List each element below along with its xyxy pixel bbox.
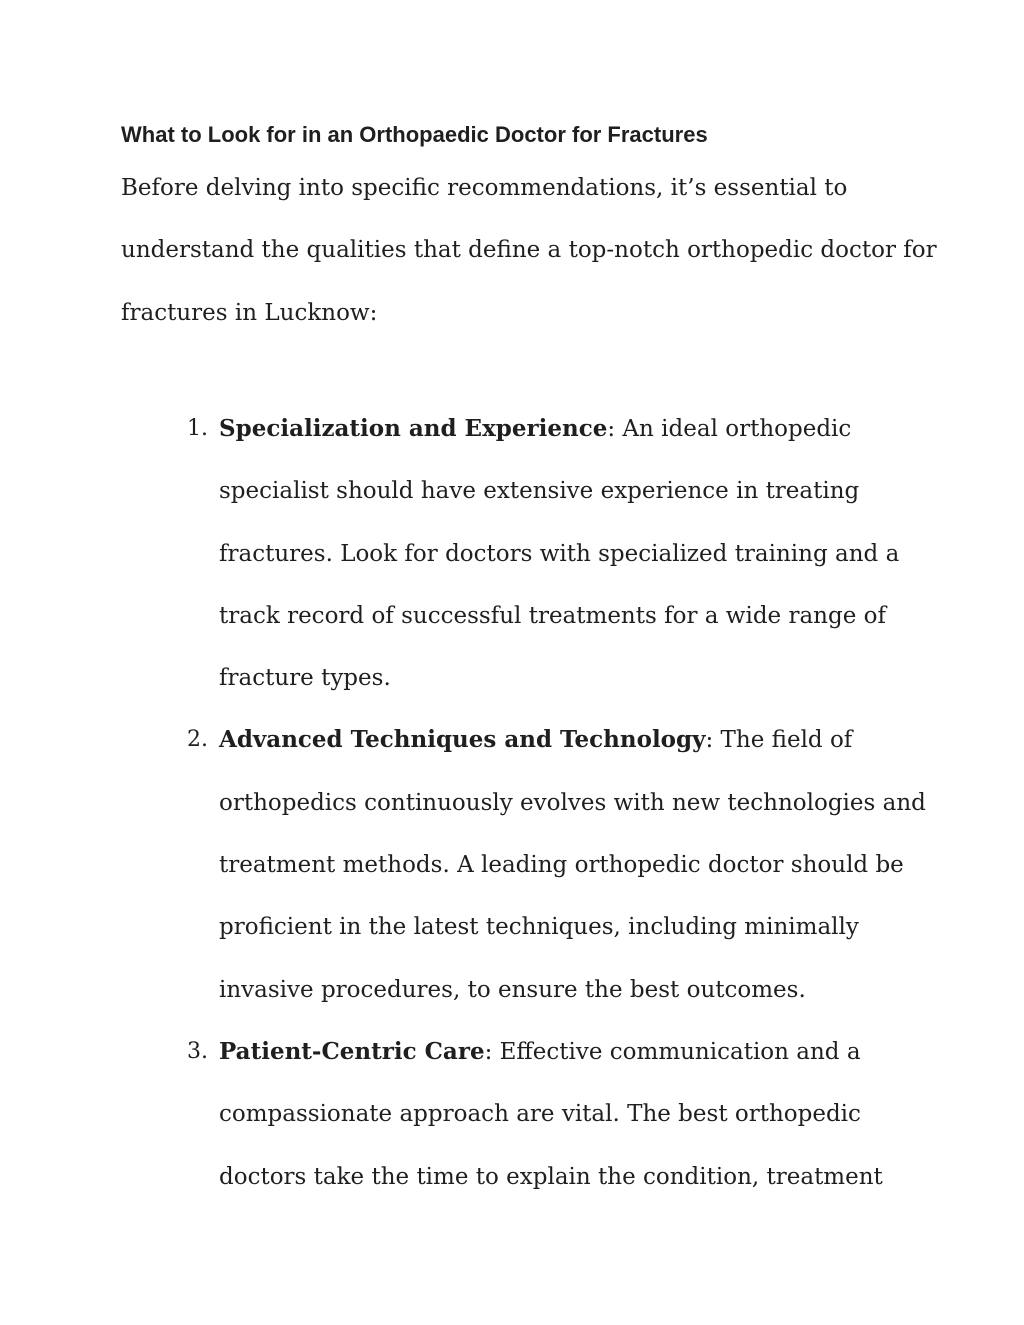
list-number: 2.	[187, 727, 208, 753]
list-item-line: fractures. Look for doctors with specialized training and a	[219, 540, 900, 567]
list-item-text	[219, 709, 926, 1020]
list-item	[0, 709, 1024, 1020]
list-item-first-line-rest: : Effective communication and a	[484, 1038, 861, 1065]
intro-paragraph	[121, 157, 937, 344]
list-number: 3.	[187, 1038, 208, 1064]
intro-line: fractures in Lucknow:	[121, 299, 378, 326]
list-item	[0, 398, 1024, 709]
list-item	[0, 1021, 1024, 1208]
list-item-title: Advanced Techniques and Technology	[219, 726, 706, 754]
list-item-first-line-rest: : The field of	[705, 727, 853, 754]
list-item-title: Patient-Centric Care	[219, 1037, 485, 1065]
list-item-line: track record of successful treatments for a wide range of	[219, 602, 886, 629]
list-item-line: fracture types.	[219, 665, 391, 692]
list-item-line: doctors take the time to explain the condition, treatment	[219, 1163, 883, 1190]
list-item-title: Specialization and Experience	[219, 415, 608, 442]
list-item-line: proficient in the latest techniques, including minimally	[219, 914, 859, 941]
list-item-line: treatment methods. A leading orthopedic doctor should be	[219, 852, 904, 879]
list-item-first-line	[219, 398, 919, 460]
qualities-list	[0, 398, 1024, 1208]
list-item-line: compassionate approach are vital. The best orthopedic	[219, 1101, 861, 1128]
list-number: 1.	[187, 416, 208, 441]
section-heading: What to Look for in an Orthopaedic Doctor for Fractures	[121, 122, 708, 147]
list-item-first-line-rest: : An ideal orthopedic	[607, 416, 852, 442]
list-item-line: orthopedics continuously evolves with new technologies and	[219, 789, 926, 816]
list-item-first-line	[219, 709, 919, 771]
list-item-text	[219, 398, 919, 709]
intro-line: understand the qualities that define a top-notch orthopedic doctor for	[121, 237, 937, 264]
list-item-line: invasive procedures, to ensure the best outcomes.	[219, 976, 806, 1003]
intro-line: Before delving into specific recommendations, it’s essential to	[121, 175, 848, 201]
list-item-line: specialist should have extensive experience in treating	[219, 478, 860, 505]
list-item-text	[219, 1021, 919, 1208]
list-item-first-line	[219, 1021, 919, 1083]
